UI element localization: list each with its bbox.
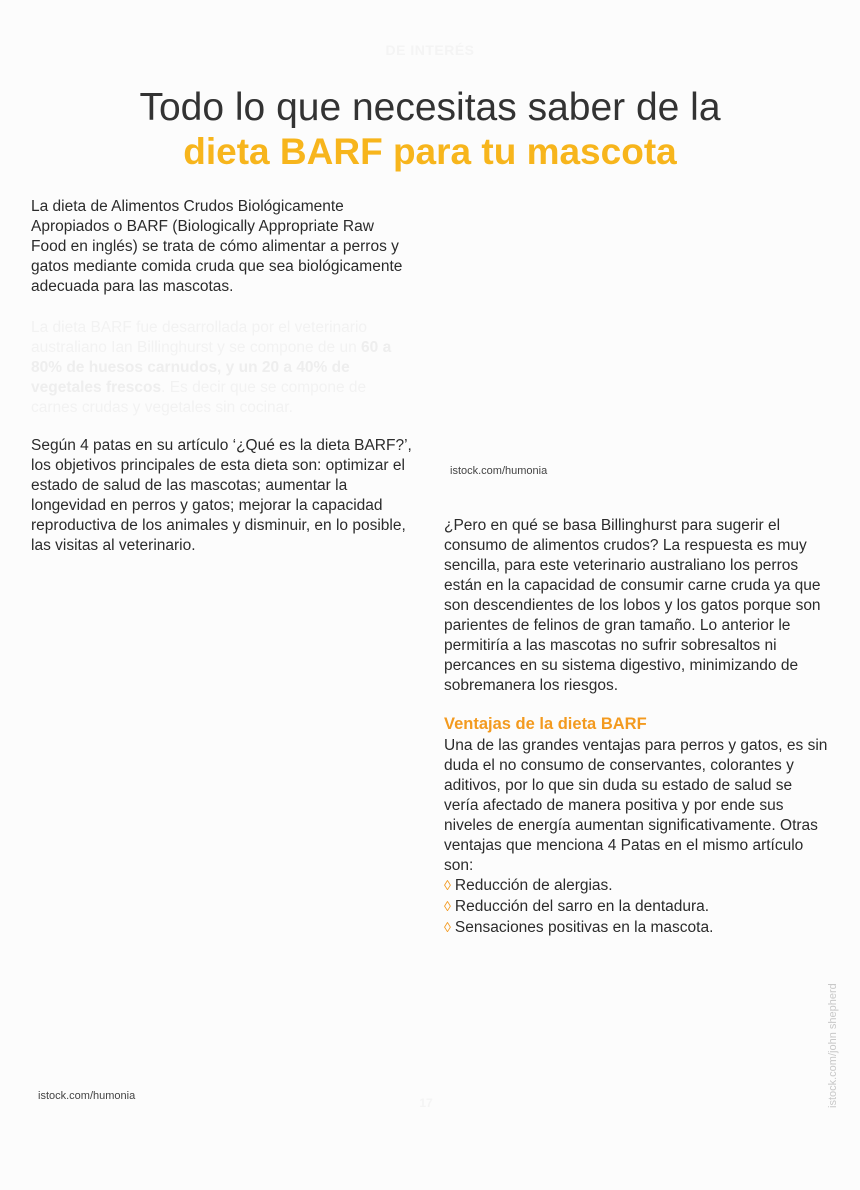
title-line-1: Todo lo que necesitas saber de la bbox=[139, 86, 721, 129]
diamond-bullet-icon: ◊ bbox=[444, 877, 451, 893]
advantages-list bbox=[444, 875, 713, 938]
origin-text-bold: 60 a 80% de huesos carnudos, y un 20 a 40% de vegetales frescos bbox=[31, 339, 392, 396]
origin-paragraph bbox=[31, 318, 416, 418]
diamond-bullet-icon: ◊ bbox=[444, 919, 451, 935]
list-item bbox=[444, 917, 713, 938]
list-item bbox=[444, 875, 713, 896]
intro-paragraph: La dieta de Alimentos Crudos Biológicamente Apropiados o BARF (Biologically Appropriate Raw Food en inglés) se trata de cómo alimentar a perros y gatos mediante comida cruda que sea biológicamente adecuada para las mascotas. bbox=[31, 198, 403, 295]
photo-credit-top: istock.com/humonia bbox=[450, 465, 548, 477]
title-line-2: dieta BARF para tu mascota bbox=[183, 131, 677, 172]
section-subheading: Ventajas de la dieta BARF bbox=[444, 715, 647, 733]
diamond-bullet-icon: ◊ bbox=[444, 898, 451, 914]
section-tag: DE INTERÉS bbox=[385, 42, 475, 58]
list-item-text: Sensaciones positivas en la mascota. bbox=[454, 919, 714, 936]
list-item-text: Reducción de alergias. bbox=[454, 877, 613, 894]
list-item bbox=[444, 896, 713, 917]
origin-text-b: . Es decir que se compone de carnes crudas y vegetales sin cocinar. bbox=[31, 379, 367, 416]
objectives-paragraph: Según 4 patas en su artículo ‘¿Qué es la dieta BARF?’, los objetivos principales de esta dieta son: optimizar el estado de salud de las mascotas; aumentar la longevidad en perros y gatos; mejorar la capacidad reproductiva de los animales y disminuir, en lo posible, las visitas al veterinario. bbox=[31, 437, 412, 554]
page-title bbox=[0, 86, 860, 174]
billinghurst-paragraph: ¿Pero en qué se basa Billinghurst para sugerir el consumo de alimentos crudos? La respuesta es muy sencilla, para este veterinario australiano los perros están en la capacidad de consumir carne cruda ya que son descendientes de los lobos y los gatos porque son parientes de felinos de gran tamaño. Lo anterior le permitiría a las mascotas no sufrir sobresaltos ni percances en su sistema digestivo, minimizando de sobremanera los riesgos. bbox=[444, 517, 821, 694]
photo-credit-vertical: istock.com/john shepherd bbox=[827, 983, 839, 1108]
origin-text-a: La dieta BARF fue desarrollada por el veterinario australiano Ian Billinghurst y se compone de un bbox=[31, 319, 368, 356]
page-number: 17 bbox=[419, 1096, 433, 1110]
list-item-text: Reducción del sarro en la dentadura. bbox=[454, 898, 710, 915]
advantages-paragraph: Una de las grandes ventajas para perros y gatos, es sin duda el no consumo de conservantes, colorantes y aditivos, por lo que sin duda su estado de salud se vería afectado de manera positiva y por ende sus niveles de energía aumentan significativamente. Otras ventajas que menciona 4 Patas en el mismo artículo son: bbox=[444, 737, 828, 874]
photo-credit-bottom: istock.com/humonia bbox=[38, 1090, 136, 1102]
